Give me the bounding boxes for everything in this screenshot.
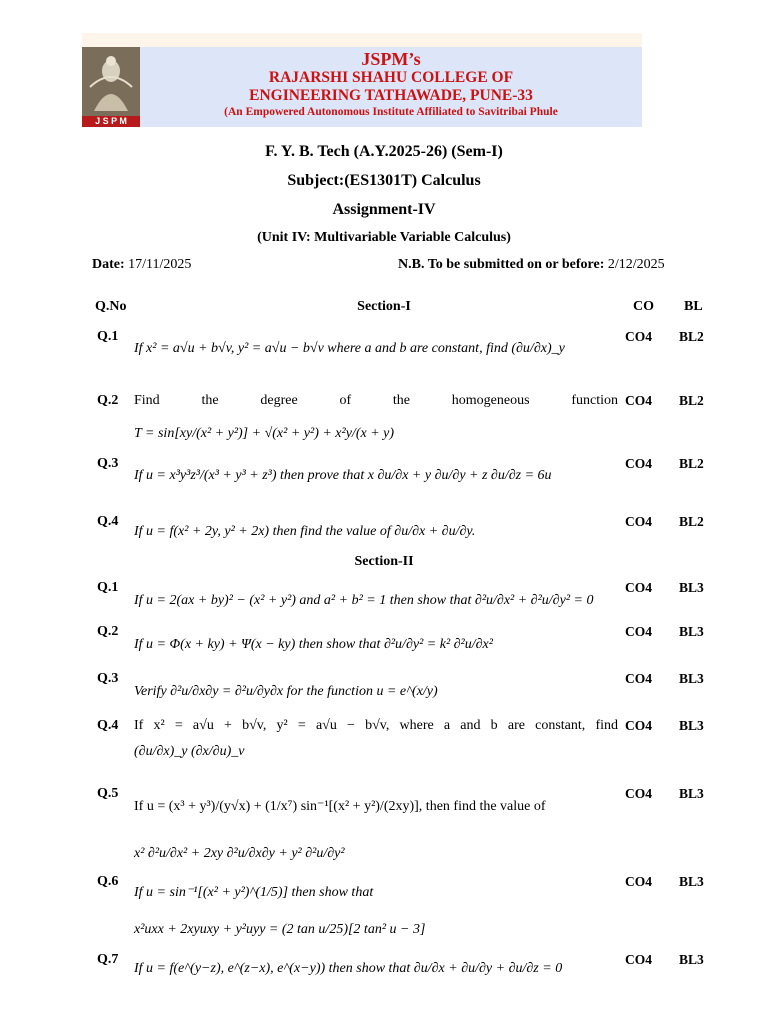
s2-q2-number: Q.2 bbox=[97, 624, 119, 639]
column-co: CO bbox=[633, 299, 654, 314]
logo-text: J S P M bbox=[82, 116, 140, 127]
date-value: 17/11/2025 bbox=[128, 257, 192, 272]
institute-name bbox=[140, 49, 642, 120]
s2-q4-number: Q.4 bbox=[97, 718, 119, 733]
institute-banner bbox=[82, 33, 642, 127]
s2-q1-co: CO4 bbox=[625, 580, 652, 595]
due-line bbox=[398, 257, 665, 273]
s2-q7-bl: BL3 bbox=[679, 952, 704, 967]
s1-q2-text: Find the degree of the homogeneous function bbox=[134, 393, 618, 408]
section2-title: Section-II bbox=[354, 554, 414, 569]
s1-q4-text: If u = f(x² + 2y, y² + 2x) then find the value of ∂u/∂x + ∂u/∂y. bbox=[134, 524, 476, 539]
s2-q3-bl: BL3 bbox=[679, 671, 704, 686]
s2-q5-text: If u = (x³ + y³)/(y√x) + (1/x⁷) sin⁻¹[(x² + y²)/(2xy)], then find the value of bbox=[134, 799, 546, 814]
s2-q5-expr: x² ∂²u/∂x² + 2xy ∂²u/∂x∂y + y² ∂²u/∂y² bbox=[134, 846, 345, 861]
s1-q1-text: If x² = a√u + b√v, y² = a√u − b√v where a and b are constant, find (∂u/∂x)_y bbox=[134, 341, 565, 356]
s1-q4-number: Q.4 bbox=[97, 514, 119, 529]
s1-q2-co: CO4 bbox=[625, 393, 652, 408]
banner-top-strip bbox=[82, 33, 642, 47]
s1-q4-co: CO4 bbox=[625, 514, 652, 529]
s1-q1-number: Q.1 bbox=[97, 329, 119, 344]
course-title: F. Y. B. Tech (A.Y.2025-26) (Sem-I) bbox=[265, 143, 503, 160]
date-label: Date: bbox=[92, 257, 125, 272]
s2-q7-co: CO4 bbox=[625, 952, 652, 967]
s2-q5-bl: BL3 bbox=[679, 786, 704, 801]
banner-body bbox=[82, 47, 642, 127]
s2-q2-text: If u = Φ(x + ky) + Ψ(x − ky) then show that ∂²u/∂y² = k² ∂²u/∂x² bbox=[134, 637, 493, 652]
section1-title: Section-I bbox=[357, 299, 411, 314]
s2-q5-co: CO4 bbox=[625, 786, 652, 801]
s2-q1-number: Q.1 bbox=[97, 580, 119, 595]
date-line bbox=[92, 257, 191, 273]
s2-q4-co: CO4 bbox=[625, 718, 652, 733]
s2-q5-number: Q.5 bbox=[97, 786, 119, 801]
institute-line2: RAJARSHI SHAHU COLLEGE OF bbox=[268, 69, 514, 86]
s2-q3-number: Q.3 bbox=[97, 671, 119, 686]
due-value: 2/12/2025 bbox=[607, 257, 665, 272]
institute-line3: ENGINEERING TATHAWADE, PUNE-33 bbox=[249, 87, 533, 104]
college-logo-icon bbox=[82, 47, 140, 127]
saraswati-logo-icon bbox=[82, 47, 140, 116]
s1-q3-text: If u = x³y³z³/(x³ + y³ + z³) then prove that x ∂u/∂x + y ∂u/∂y + z ∂u/∂z = 6u bbox=[134, 468, 552, 483]
s2-q1-text: If u = 2(ax + by)² − (x² + y²) and a² + b² = 1 then show that ∂²u/∂x² + ∂²u/∂y² = 0 bbox=[134, 593, 594, 608]
column-bl: BL bbox=[684, 299, 703, 314]
column-qno: Q.No bbox=[95, 299, 127, 314]
s2-q6-expr: x²uxx + 2xyuxy + y²uyy = (2 tan u/25)[2 tan² u − 3] bbox=[134, 922, 426, 937]
institute-line4: (An Empowered Autonomous Institute Affiliated to Savitribai Phule bbox=[224, 106, 558, 118]
s2-q7-text: If u = f(e^(y−z), e^(z−x), e^(x−y)) then show that ∂u/∂x + ∂u/∂y + ∂u/∂z = 0 bbox=[134, 961, 563, 976]
due-label: N.B. To be submitted on or before: bbox=[398, 257, 605, 272]
s2-q6-bl: BL3 bbox=[679, 874, 704, 889]
s1-q2-expr: T = sin[xy/(x² + y²)] + √(x² + y²) + x²y/(x + y) bbox=[134, 426, 395, 441]
s2-q1-bl: BL3 bbox=[679, 580, 704, 595]
unit-title: (Unit IV: Multivariable Variable Calculus) bbox=[257, 230, 511, 245]
s1-q1-co: CO4 bbox=[625, 329, 652, 344]
s2-q6-co: CO4 bbox=[625, 874, 652, 889]
s2-q3-text: Verify ∂²u/∂x∂y = ∂²u/∂y∂x for the function u = e^(x/y) bbox=[134, 684, 438, 699]
s2-q6-text: If u = sin⁻¹[(x² + y²)^(1/5)] then show that bbox=[134, 885, 374, 900]
s1-q4-bl: BL2 bbox=[679, 514, 704, 529]
s2-q4-bl: BL3 bbox=[679, 718, 704, 733]
s2-q4-expr: (∂u/∂x)_y (∂x/∂u)_v bbox=[134, 744, 245, 759]
s1-q3-bl: BL2 bbox=[679, 456, 704, 471]
s2-q4-text: If x² = a√u + b√v, y² = a√u − b√v, where a and b are constant, find bbox=[134, 718, 618, 733]
s2-q6-number: Q.6 bbox=[97, 874, 119, 889]
s1-q1-bl: BL2 bbox=[679, 329, 704, 344]
s2-q3-co: CO4 bbox=[625, 671, 652, 686]
s2-q2-bl: BL3 bbox=[679, 624, 704, 639]
s1-q3-number: Q.3 bbox=[97, 456, 119, 471]
s1-q2-bl: BL2 bbox=[679, 393, 704, 408]
s1-q3-co: CO4 bbox=[625, 456, 652, 471]
s1-q2-number: Q.2 bbox=[97, 393, 119, 408]
s2-q7-number: Q.7 bbox=[97, 952, 119, 967]
subject-title: Subject:(ES1301T) Calculus bbox=[287, 172, 481, 189]
institute-line1: JSPM’s bbox=[361, 49, 421, 69]
s2-q2-co: CO4 bbox=[625, 624, 652, 639]
assignment-title: Assignment-IV bbox=[332, 201, 436, 218]
